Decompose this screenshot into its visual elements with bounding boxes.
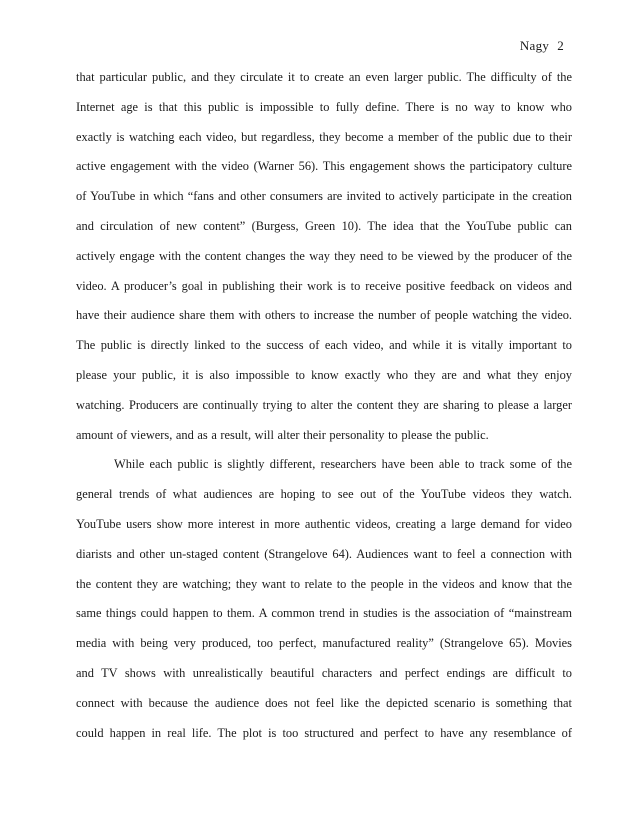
- text-line: and circulation of new content” (Burgess, Green 10). The idea that the YouTube public can: [76, 218, 572, 233]
- text-line: could happen in real life. The plot is too structured and perfect to have any resemblance of: [76, 725, 572, 740]
- text-line: media with being very produced, too perfect, manufactured reality” (Strangelove 65). Movies: [76, 636, 572, 651]
- text-line: and TV shows with unrealistically beautiful characters and perfect endings are difficult to: [76, 665, 572, 680]
- text-line: video. A producer’s goal in publishing their work is to receive positive feedback on videos and: [76, 278, 572, 293]
- header-page-number: 2: [557, 38, 564, 53]
- text-line: active engagement with the video (Warner 56). This engagement shows the participatory culture: [76, 159, 572, 174]
- text-line: The public is directly linked to the success of each video, and while it is vitally important to: [76, 338, 572, 353]
- body-text: [76, 67, 572, 752]
- text-line: While each public is slightly different, researchers have been able to track some of the: [114, 457, 572, 472]
- text-line: exactly is watching each video, but regardless, they become a member of the public due to their: [76, 129, 572, 144]
- running-header: [520, 38, 564, 54]
- text-line: actively engage with the content changes the way they need to be viewed by the producer of the: [76, 248, 572, 263]
- text-line: same things could happen to them. A common trend in studies is the association of “mainstream: [76, 606, 572, 621]
- header-author: Nagy: [519, 38, 550, 53]
- text-line: have their audience share them with others to increase the number of people watching the video.: [76, 308, 572, 323]
- text-line: general trends of what audiences are hoping to see out of the YouTube videos they watch.: [76, 487, 572, 502]
- text-line: YouTube users show more interest in more authentic videos, creating a large demand for video: [76, 516, 572, 531]
- text-line: of YouTube in which “fans and other consumers are invited to actively participate in the creation: [76, 189, 572, 204]
- text-line: please your public, it is also impossible to know exactly who they are and what they enjoy: [76, 367, 572, 382]
- text-line: diarists and other un-staged content (Strangelove 64). Audiences want to feel a connection with: [76, 546, 572, 561]
- text-line: Internet age is that this public is impossible to fully define. There is no way to know who: [76, 99, 572, 114]
- text-line: connect with because the audience does not feel like the depicted scenario is something that: [76, 695, 572, 710]
- text-line: watching. Producers are continually trying to alter the content they are sharing to please a larger: [76, 397, 572, 412]
- text-line: the content they are watching; they want to relate to the people in the videos and know that the: [76, 576, 572, 591]
- text-line: amount of viewers, and as a result, will alter their personality to please the public.: [76, 427, 489, 442]
- text-line: that particular public, and they circulate it to create an even larger public. The difficulty of the: [76, 70, 572, 84]
